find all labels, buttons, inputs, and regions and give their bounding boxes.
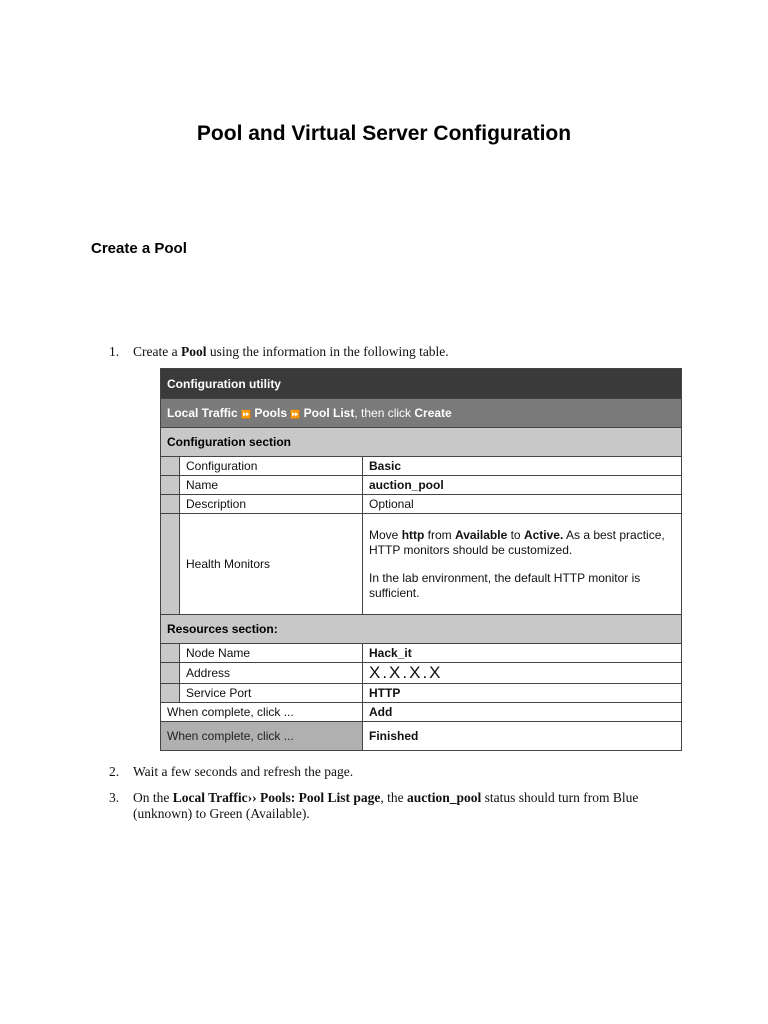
config-section-heading: Configuration section (161, 428, 682, 457)
table-row (161, 476, 682, 495)
step-2 (109, 764, 709, 782)
row-value: Add (363, 703, 682, 722)
step-text: On the Local Traffic›› Pools: Pool List page, the auction_pool status should turn from Blue (unknown) to Green (Available). (133, 790, 639, 821)
table-row (161, 722, 682, 751)
table-row (161, 684, 682, 703)
resources-section-heading: Resources section: (161, 615, 682, 644)
row-label: Health Monitors (180, 514, 363, 615)
double-arrow-icon: ⏩ (290, 410, 301, 419)
row-label: Service Port (180, 684, 363, 703)
table-header: Configuration utility (161, 369, 682, 399)
table-row (161, 703, 682, 722)
row-value: Optional (363, 495, 682, 514)
row-value: auction_pool (363, 476, 682, 495)
step-number: 3. (109, 790, 120, 805)
step-text: Wait a few seconds and refresh the page. (133, 764, 354, 779)
row-value: Basic (363, 457, 682, 476)
row-value: Finished (363, 722, 682, 751)
table-row (161, 514, 682, 615)
step-number: 2. (109, 764, 120, 779)
step-1 (109, 344, 709, 362)
row-label: When complete, click ... (161, 703, 363, 722)
step-3 (109, 790, 689, 824)
row-label: Name (180, 476, 363, 495)
double-arrow-icon: ⏩ (241, 410, 251, 419)
configuration-table (160, 368, 682, 751)
row-label: Node Name (180, 644, 363, 663)
row-value: Hack_it (363, 644, 682, 663)
row-label: Address (180, 663, 363, 684)
table-row (161, 457, 682, 476)
table-row (161, 644, 682, 663)
row-value: HTTP (363, 684, 682, 703)
nav-path: Local Traffic ⏩ Pools ⏩ Pool List, then click Create (161, 399, 682, 428)
row-label: When complete, click ... (161, 722, 363, 751)
table-row (161, 495, 682, 514)
row-value: Move http from Available to Active. As a best practice, HTTP monitors should be customized. In the lab environment, the default HTTP monitor is sufficient. (363, 514, 682, 615)
row-label: Description (180, 495, 363, 514)
step-text: Create a Pool using the information in the following table. (133, 344, 449, 359)
row-label: Configuration (180, 457, 363, 476)
page-title: Pool and Virtual Server Configuration (196, 122, 572, 145)
row-value: X.X.X.X (363, 663, 682, 684)
step-number: 1. (109, 344, 120, 359)
table-row (161, 663, 682, 684)
section-heading: Create a Pool (91, 240, 187, 257)
